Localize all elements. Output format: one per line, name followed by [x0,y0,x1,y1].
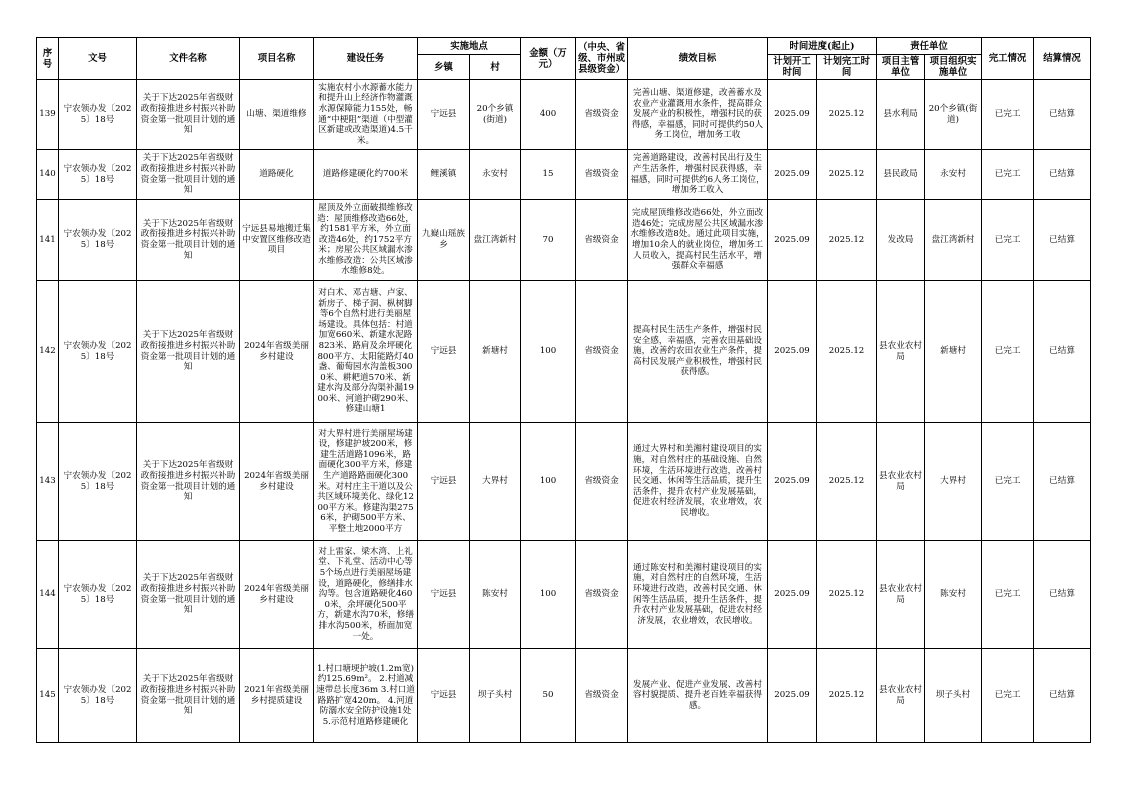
cell-implementer-unit: 新塘村 [925,281,982,423]
cell-completion: 已完工 [982,281,1034,423]
header-planned-finish: 计划完工时间 [817,55,877,80]
cell-project-name: 2024年省级美丽乡村建设 [240,281,314,423]
cell-village: 坝子头村 [470,649,521,743]
cell-completion: 已完工 [982,649,1034,743]
cell-implementer-unit: 陈安村 [925,541,982,649]
cell-township: 宁远县 [418,281,470,423]
cell-doc-no: 宁农领办发〔2025〕18号 [59,281,137,423]
cell-supervisor-unit: 县农业农村局 [877,423,925,541]
cell-planned-start: 2025.09 [768,649,817,743]
header-village: 村 [470,55,521,80]
table-row [37,80,1091,150]
cell-performance-goal: 完善道路建设，改善村民出行及生产生活条件，增强村民获得感，幸福感，同时可提供约6人务工岗位，增加务工收入 [628,150,768,200]
cell-amount: 15 [521,150,576,200]
cell-supervisor-unit: 县农业农村局 [877,649,925,743]
cell-file-name: 关于下达2025年省级财政衔接推进乡村振兴补助资金第一批项目计划的通知 [137,200,240,281]
cell-township: 宁远县 [418,541,470,649]
cell-seq: 140 [37,150,59,200]
cell-performance-goal: 发展产业、促进产业发展、改善村容村貌提质、提升老百姓幸福获得感。 [628,649,768,743]
header-planned-start: 计划开工时间 [768,55,817,80]
cell-supervisor-unit: 发改局 [877,200,925,281]
cell-seq: 141 [37,200,59,281]
header-township: 乡镇 [418,55,470,80]
table-row [37,423,1091,541]
cell-project-name: 道路硬化 [240,150,314,200]
cell-file-name: 关于下达2025年省级财政衔接推进乡村振兴补助资金第一批项目计划的通知 [137,423,240,541]
cell-planned-start: 2025.09 [768,541,817,649]
table-row [37,150,1091,200]
cell-file-name: 关于下达2025年省级财政衔接推进乡村振兴补助资金第一批项目计划的通知 [137,150,240,200]
cell-village: 大界村 [470,423,521,541]
cell-implementer-unit: 大界村 [925,423,982,541]
cell-supervisor-unit: 县农业农村局 [877,281,925,423]
cell-planned-finish: 2025.12 [817,423,877,541]
cell-construction-task: 道路修建硬化约700米 [314,150,418,200]
cell-doc-no: 宁农领办发〔2025〕18号 [59,541,137,649]
cell-amount: 50 [521,649,576,743]
cell-planned-finish: 2025.12 [817,281,877,423]
cell-seq: 143 [37,423,59,541]
table-row [37,281,1091,423]
cell-township: 鲤溪镇 [418,150,470,200]
table-row [37,541,1091,649]
cell-doc-no: 宁农领办发〔2025〕18号 [59,649,137,743]
cell-construction-task: 1.村口塘埂护坡(1.2m宽)约125.69m²。 2.村道减速带总长度36m 3.村口道路路扩宽420m。 4.河道防溺水安全防护设施1处 5.示范村道路修建硬化 [314,649,418,743]
cell-project-name: 2024年省级美丽乡村建设 [240,423,314,541]
cell-construction-task: 对白术、邓吉塘、卢家、新房子、梯子洞、枞树脚等6个自然村进行美丽屋场建设。具体包括：村道加宽660米、新建水泥路823米、路肩及余坪硬化800平方、太阳能路灯40盏、葡萄园水沟盖板3000米、耕耙道570米、新建水沟及部分沟渠补漏1900米、河道护砌290米、修建山塘1 [314,281,418,423]
cell-performance-goal: 通过陈安村和美湘村建设项目的实施，对自然村庄的自然环境，生活环境进行改造，改善村民交通、休闲等生活品质，提升生活条件，提升农村产业发展基础，促进农村经济发展，农业增效，农民增收。 [628,541,768,649]
cell-amount: 100 [521,281,576,423]
table-row [37,200,1091,281]
header-resp-group: 责任单位 [877,38,982,55]
cell-planned-finish: 2025.12 [817,150,877,200]
cell-implementer-unit: 坝子头村 [925,649,982,743]
cell-seq: 142 [37,281,59,423]
cell-completion: 已完工 [982,80,1034,150]
cell-township: 宁远县 [418,649,470,743]
header-amount: 金额（万元） [521,38,576,80]
cell-project-name: 山塘、渠道维修 [240,80,314,150]
cell-fund-level: 省级资金 [576,80,628,150]
header-construction-task: 建设任务 [314,38,418,80]
cell-file-name: 关于下达2025年省级财政衔接推进乡村振兴补助资金第一批项目计划的通知 [137,649,240,743]
cell-performance-goal: 完成屋顶维修改造66处，外立面改造46处；完成房屋公共区域漏水渗水维修改造8处。通过此项目实施，增加10余人的就业岗位，增加务工人员收入，提高村民生活水平，增强群众幸福感 [628,200,768,281]
header-seq: 序号 [37,38,59,80]
header-supervisor-unit: 项目主管单位 [877,55,925,80]
cell-fund-level: 省级资金 [576,200,628,281]
cell-performance-goal: 通过大界村和美湘村建设项目的实施，对自然村庄的基础设施、自然环境，生活环境进行改造，改善村民交通、休闲等生活品质，提升生活条件，提升农村产业发展基础，促进农村经济发展，农业增效，农民增收。 [628,423,768,541]
cell-supervisor-unit: 县水利局 [877,80,925,150]
cell-planned-finish: 2025.12 [817,649,877,743]
header-performance-goal: 绩效目标 [628,38,768,80]
cell-village: 永安村 [470,150,521,200]
cell-planned-start: 2025.09 [768,150,817,200]
cell-planned-finish: 2025.12 [817,200,877,281]
cell-implementer-unit: 永安村 [925,150,982,200]
cell-construction-task: 实施农村小水源蓄水能力和提升山上经济作物灌溉水源保障能力155处，畅通“中梗阻”渠道（中型灌区新建或改造渠道)4.5千米。 [314,80,418,150]
cell-file-name: 关于下达2025年省级财政衔接推进乡村振兴补助资金第一批项目计划的通知 [137,541,240,649]
cell-doc-no: 宁农领办发〔2025〕18号 [59,80,137,150]
cell-doc-no: 宁农领办发〔2025〕18号 [59,423,137,541]
cell-township: 宁远县 [418,80,470,150]
header-location-group: 实施地点 [418,38,521,55]
cell-construction-task: 对上雷家、梁木湾、上礼堂、下礼堂、活动中心等5个场点进行美丽屋场建设，道路硬化，修缮排水沟等。包含道路硬化4600米，余坪硬化500平方，新建水沟70米，修缮排水沟500米，桥面加宽一处。 [314,541,418,649]
cell-doc-no: 宁农领办发〔2025〕18号 [59,200,137,281]
cell-project-name: 宁远县易地搬迁集中安置区维修改造项目 [240,200,314,281]
cell-planned-finish: 2025.12 [817,80,877,150]
cell-village: 新塘村 [470,281,521,423]
cell-fund-level: 省级资金 [576,150,628,200]
cell-planned-start: 2025.09 [768,200,817,281]
header-doc-no: 文号 [59,38,137,80]
cell-project-name: 2021年省级美丽乡村提质建设 [240,649,314,743]
cell-project-name: 2024年省级美丽乡村建设 [240,541,314,649]
header-implementer-unit: 项目组织实施单位 [925,55,982,80]
table-row [37,649,1091,743]
cell-amount: 100 [521,423,576,541]
cell-completion: 已完工 [982,200,1034,281]
header-settlement: 结算情况 [1034,38,1091,80]
header-project-name: 项目名称 [240,38,314,80]
cell-doc-no: 宁农领办发〔2025〕18号 [59,150,137,200]
cell-settlement: 已结算 [1034,200,1091,281]
cell-planned-finish: 2025.12 [817,541,877,649]
cell-planned-start: 2025.09 [768,80,817,150]
cell-implementer-unit: 20个乡镇(街道) [925,80,982,150]
cell-planned-start: 2025.09 [768,281,817,423]
cell-settlement: 已结算 [1034,281,1091,423]
cell-amount: 400 [521,80,576,150]
cell-settlement: 已结算 [1034,80,1091,150]
cell-village: 陈安村 [470,541,521,649]
cell-supervisor-unit: 县农业农村局 [877,541,925,649]
cell-settlement: 已结算 [1034,150,1091,200]
cell-construction-task: 对大界村进行美丽屋场建设，修建护坡200米，修建生活道路1096米，路面硬化300平方米，修建生产道路路面硬化300米。对村庄主干道以及公共区域环境美化、绿化1200平方米。修建沟渠2756米，护砌500平方米、平整土地2000平方 [314,423,418,541]
cell-amount: 70 [521,200,576,281]
cell-settlement: 已结算 [1034,649,1091,743]
cell-file-name: 关于下达2025年省级财政衔接推进乡村振兴补助资金第一批项目计划的通知 [137,281,240,423]
cell-completion: 已完工 [982,150,1034,200]
header-file-name: 文件名称 [137,38,240,80]
cell-seq: 145 [37,649,59,743]
header-schedule-group: 时间进度(起止) [768,38,877,55]
table-body [37,80,1091,743]
cell-settlement: 已结算 [1034,423,1091,541]
cell-village: 盘江湾新村 [470,200,521,281]
cell-supervisor-unit: 县民政局 [877,150,925,200]
cell-seq: 144 [37,541,59,649]
cell-township: 九嶷山瑶族乡 [418,200,470,281]
header-fund-level: （中央、省级、市州或县级资金） [576,38,628,80]
cell-performance-goal: 完善山塘、渠道修建，改善蓄水及农业产业灌溉用水条件，提高群众发展产业的积极性，增强村民的获得感，幸福感，同时可提供约50人务工岗位，增加务工收 [628,80,768,150]
cell-seq: 139 [37,80,59,150]
cell-completion: 已完工 [982,541,1034,649]
cell-fund-level: 省级资金 [576,541,628,649]
cell-amount: 100 [521,541,576,649]
cell-fund-level: 省级资金 [576,281,628,423]
cell-village: 20个乡镇(街道) [470,80,521,150]
cell-planned-start: 2025.09 [768,423,817,541]
cell-implementer-unit: 盘江湾新村 [925,200,982,281]
cell-file-name: 关于下达2025年省级财政衔接推进乡村振兴补助资金第一批项目计划的通知 [137,80,240,150]
cell-performance-goal: 提高村民生活生产条件，增强村民安全感，幸福感，完善农田基础设施，改善约农田农业生产条件，提高村民发展产业积极性，增强村民获得感。 [628,281,768,423]
cell-fund-level: 省级资金 [576,423,628,541]
cell-fund-level: 省级资金 [576,649,628,743]
header-completion: 完工情况 [982,38,1034,80]
cell-settlement: 已结算 [1034,541,1091,649]
cell-completion: 已完工 [982,423,1034,541]
cell-construction-task: 屋顶及外立面破损维修改造：屋顶维修改造66处，约1581平方米，外立面改造46处，约1752平方米；房屋公共区域漏水渗水维修改造：公共区域渗水维修8处。 [314,200,418,281]
project-table [36,37,1091,743]
cell-township: 宁远县 [418,423,470,541]
